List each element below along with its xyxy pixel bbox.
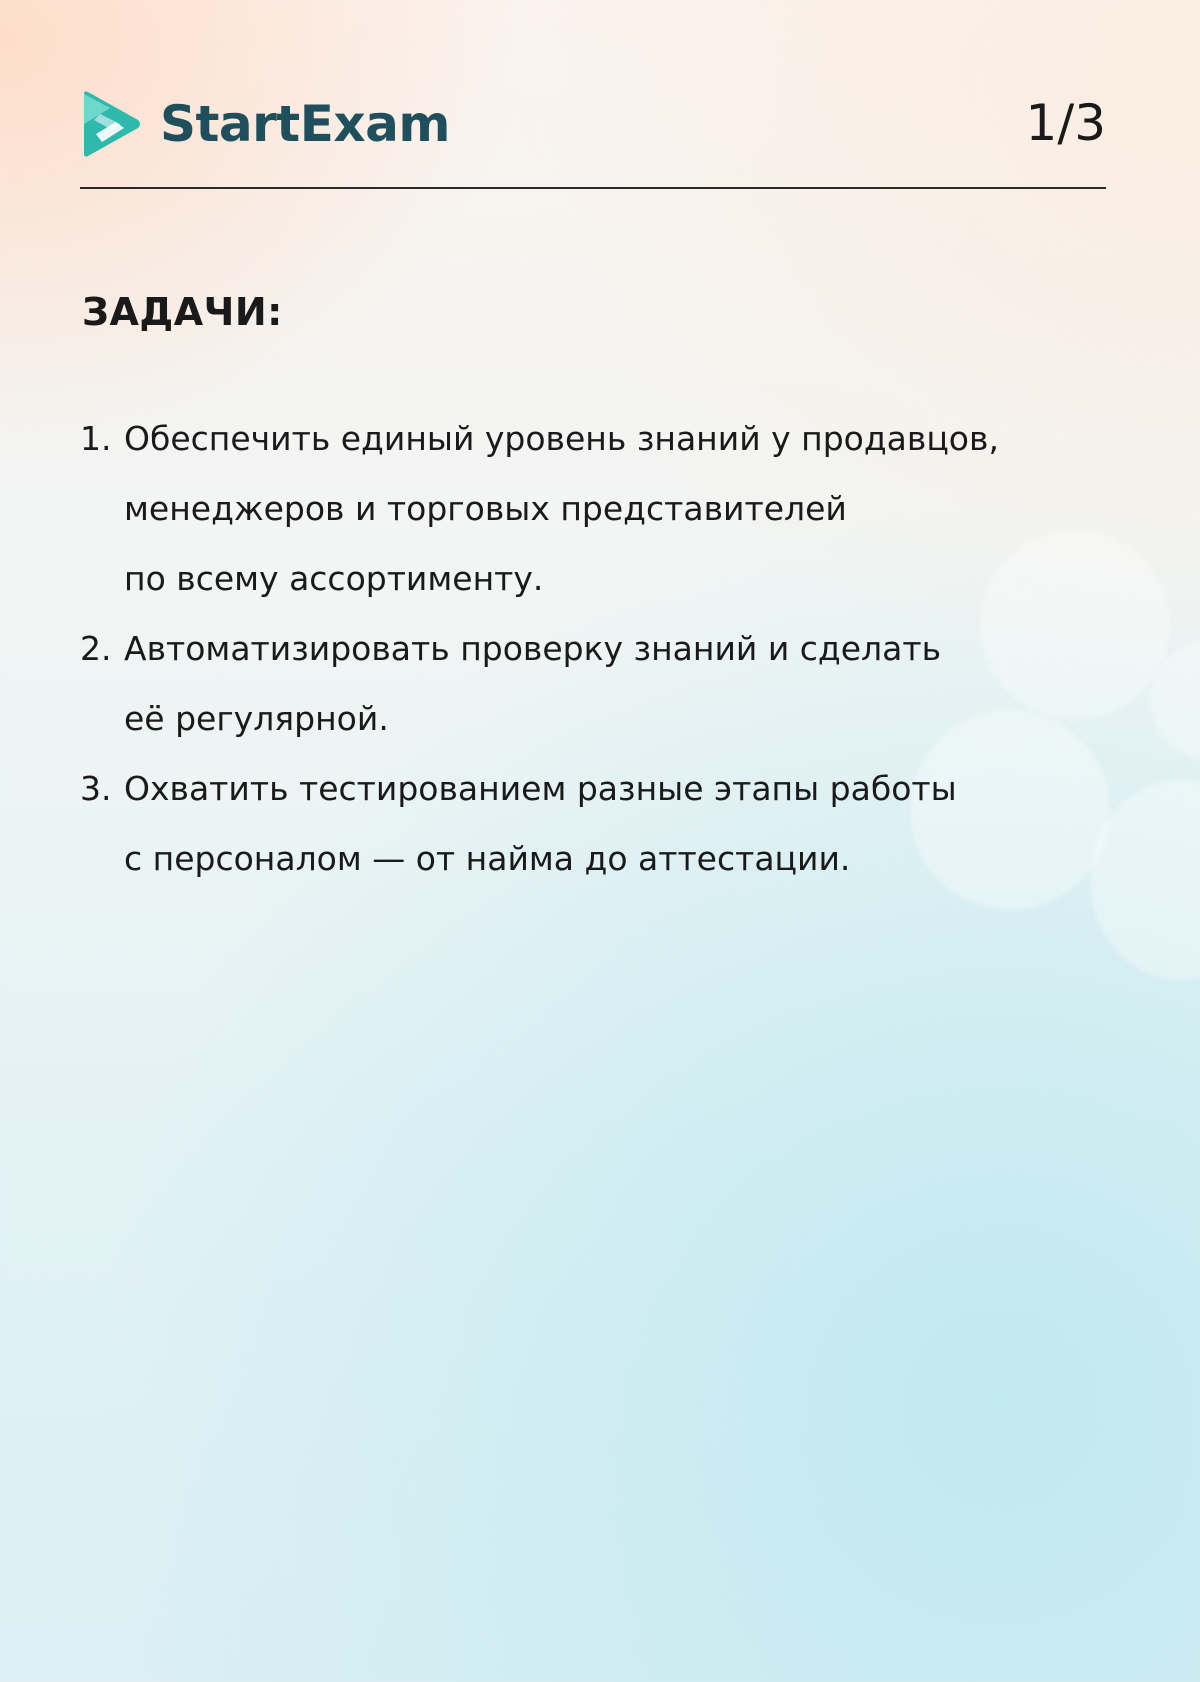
task-number: 2.	[80, 629, 112, 668]
task-text-line: менеджеров и торговых представителей	[124, 489, 847, 528]
section-title: ЗАДАЧИ:	[82, 290, 283, 334]
page-header	[80, 88, 1106, 188]
brand-name: StartExam	[160, 95, 450, 153]
task-text-line: Охватить тестированием разные этапы работы	[124, 769, 957, 808]
page-counter: 1/3	[1025, 94, 1106, 152]
list-item	[80, 754, 1080, 894]
task-text-line: по всему ассортименту.	[124, 559, 544, 598]
header-divider	[80, 187, 1106, 189]
list-item	[80, 614, 1080, 754]
task-list	[80, 404, 1080, 894]
task-number: 3.	[80, 769, 112, 808]
task-text-line: с персоналом — от найма до аттестации.	[124, 839, 851, 878]
task-text-line: её регулярной.	[124, 699, 389, 738]
startexam-logo-icon	[80, 90, 142, 158]
task-text-line: Автоматизировать проверку знаний и сделать	[124, 629, 942, 668]
brand-logo[interactable]	[80, 90, 450, 158]
task-number: 1.	[80, 419, 112, 458]
task-text-line: Обеспечить единый уровень знаний у продавцов,	[124, 419, 999, 458]
list-item	[80, 404, 1080, 614]
